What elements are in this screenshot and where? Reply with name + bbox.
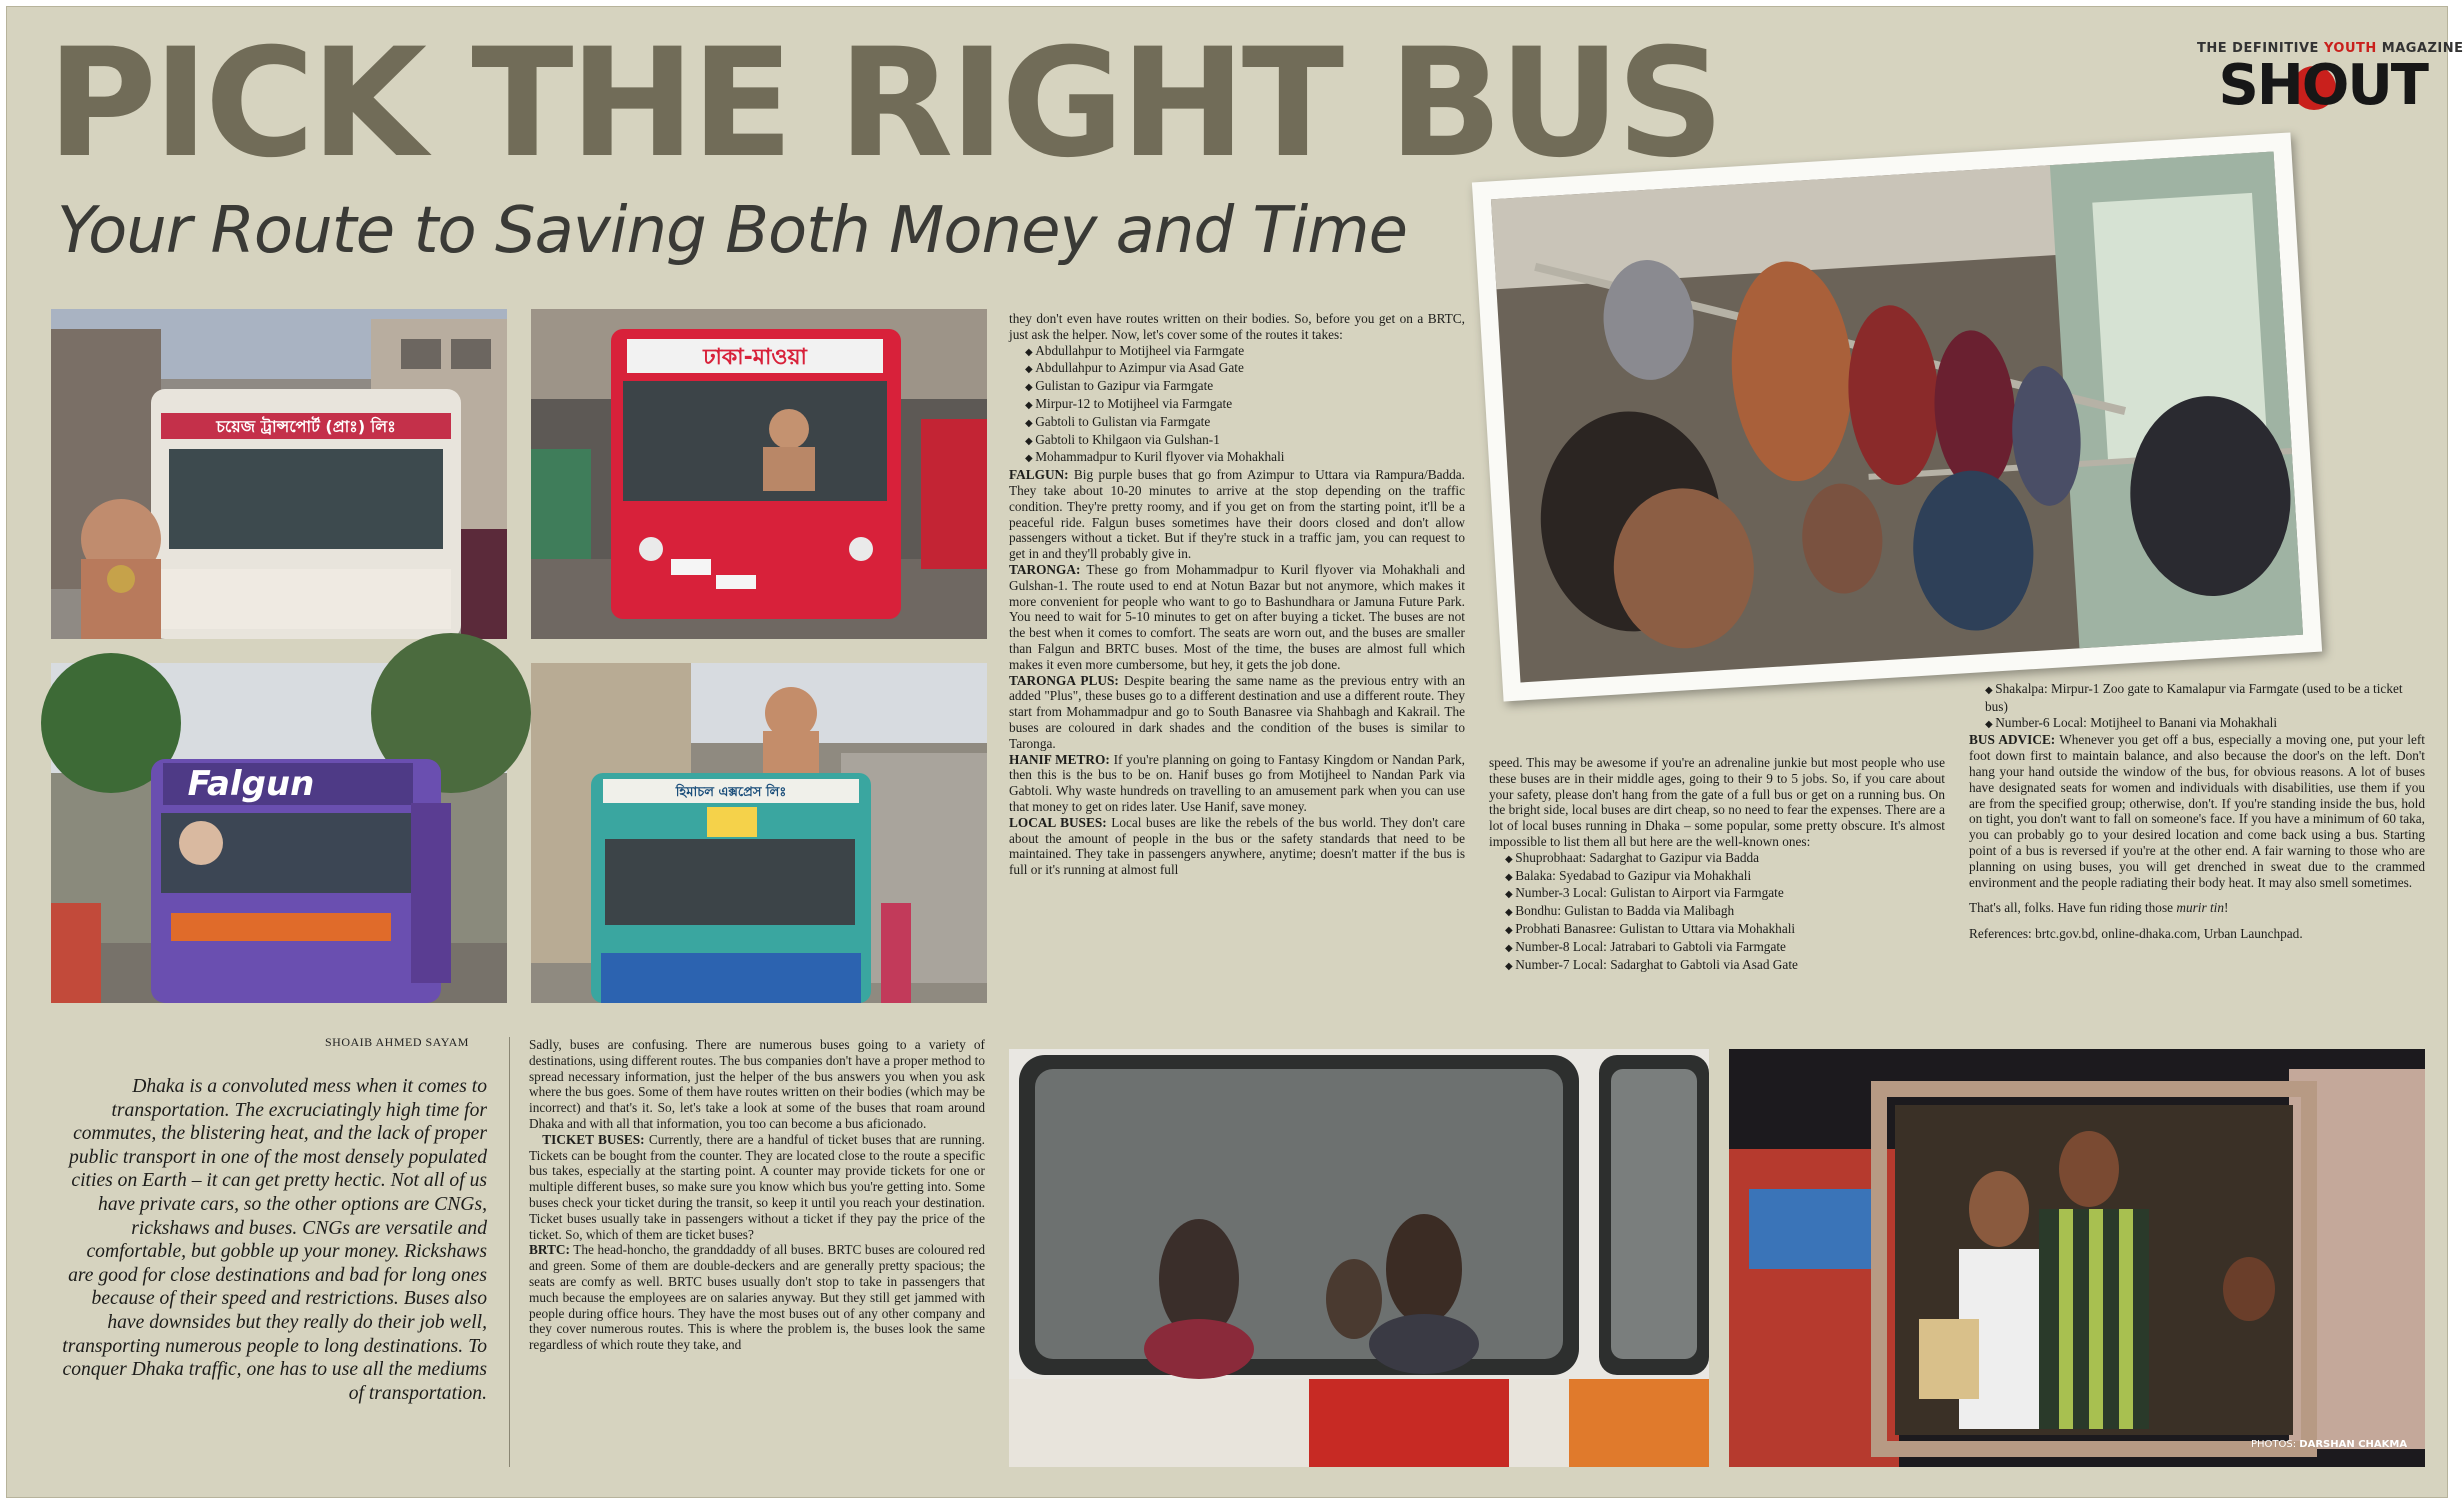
bus1-sign-text: চয়েজ ট্রান্সপোর্ট (প্রাঃ) লিঃ — [216, 417, 396, 436]
article-column-3 — [1489, 755, 1945, 974]
list-item: ◆ Shuprobhaat: Sadarghat to Gazipur via Badda — [1505, 850, 1945, 868]
list-item: ◆ Mohammadpur to Kuril flyover via Mohakhali — [1025, 449, 1465, 467]
paragraph-closing: That's all, folks. Have fun riding those murir tin! — [1969, 900, 2229, 916]
magazine-brand — [2197, 41, 2464, 118]
photo-red-bus — [531, 309, 987, 639]
photo-credit: PHOTOS: DARSHAN CHAKMA — [2251, 1439, 2408, 1450]
list-item: ◆ Gulistan to Gazipur via Farmgate — [1025, 378, 1465, 396]
brtc-route-list — [1009, 343, 1465, 468]
page-subtitle: Your Route to Saving Both Money and Time — [57, 194, 1407, 268]
paragraph-taronga: TARONGA: These go from Mohammadpur to Kuril flyover via Mohakhali and Gulshan-1. The route used to end at Notun Bazar but not anymore, which makes it more convenient for people who want to go to Bashundhara or Jamuna Future Park. You need to wait for 5-10 minutes to get on after buying a ticket. The buses are not the best when it comes to comfort. The seats are worn out, and the buses are smaller than Falgun and BRTC buses. Most of the time, the buses are almost full which makes it even more cumbersome, but hey, it gets the job done. — [1009, 561, 1465, 672]
article-column-1 — [529, 1037, 985, 1353]
list-item: ◆ Gabtoli to Gulistan via Farmgate — [1025, 414, 1465, 432]
intro-paragraph: Dhaka is a convoluted mess when it comes to transportation. The excruciatingly high time for commutes, the blistering heat, and the lack of proper public transport in one of the most densely populated cities on Earth – it can get pretty hectic. Not all of us have private cars, so the other options are CNGs, rickshaws and buses. CNGs are versatile and comfortable, but gobble up your money. Rickshaws are good for close destinations and bad for long ones because of their speed and restrictions. Buses also have downsides but they really do their job well, transporting numerous people to long destinations. To conquer Dhaka traffic, one has to use all the mediums of transportation. — [62, 1076, 487, 1404]
paragraph-local-buses: LOCAL BUSES: Local buses are like the rebels of the bus world. They don't care about the amount of people in the bus or the safety standards that need to be maintained. They take in passengers anywhere, anytime; doesn't matter if the bus is full or it's running at almost full — [1009, 814, 1465, 878]
list-item: ◆ Number-7 Local: Sadarghat to Gabtoli via Asad Gate — [1505, 957, 1945, 975]
list-item: ◆ Balaka: Syedabad to Gazipur via Mohakhali — [1505, 868, 1945, 886]
paragraph-brtc-cont: they don't even have routes written on their bodies. So, before you get on a BRTC, just ask the helper. Now, let's cover some of the routes it takes: — [1009, 311, 1465, 342]
photo-white-bus — [51, 309, 507, 639]
list-item: ◆ Gabtoli to Khilgaon via Gulshan-1 — [1025, 432, 1465, 450]
list-item: ◆ Number-6 Local: Motijheel to Banani via Mohakhali — [1985, 715, 2425, 733]
paragraph-ticket-buses: TICKET BUSES: Currently, there are a handful of ticket buses that are running. Tickets can be bought from the counter. They are located close to the route a specific bus takes, especially at the starting point. A counter may provide tickets for one or multiple different buses, so make sure you know which bus you're getting into. Some buses check your ticket during the transit, so keep it until you reach your destination. Ticket buses usually take in passengers without a ticket if they pay the price of the ticket. So, which of them are ticket buses? — [529, 1131, 985, 1242]
paragraph-hanif-metro: HANIF METRO: If you're planning on going to Fantasy Kingdom or Nandan Park, then this is the bus to be on. Hanif buses go from Motijheel to Nandan Park via Gabtoli. Why waste hundreds on travelling to an amusement park when you can use that money to get on rides later. Use Hanif, save money. — [1009, 751, 1466, 814]
photo-teal-bus — [531, 663, 987, 1003]
article-column-2 — [1009, 311, 1465, 878]
falgun-sign-text: Falgun — [187, 764, 315, 804]
photo-bus-interior-frame — [1472, 132, 2322, 701]
photo-falgun-bus — [51, 663, 507, 1003]
paragraph-falgun: FALGUN: Big purple buses that go from Azimpur to Uttara via Rampura/Badda. They take about 10-20 minutes to arrive at the stop depending on the traffic condition. They're pretty roomy, and if you get on from the starting point, it'll be a peaceful ride. Falgun buses sometimes have their doors closed and don't allow passengers without a ticket. But if they're stuck in a traffic jam, you can request to get in and they'll probably give in. — [1009, 467, 1465, 562]
magazine-page — [6, 6, 2464, 1498]
paragraph-bus-advice: BUS ADVICE: Whenever you get off a bus, especially a moving one, put your left foot down first to maintain balance, and also because the door's on the left. Don't hang your hand outside the window of the bus, for obvious reasons. A lot of buses have designated seats for women and individuals with disabilities, use them if you are from the specified group; otherwise, don't. If you're standing inside the bus, hold on tight, you don't want to fall on someone's face. If you have a minimum of 60 taka, you can probably go to your desired location and come back using a bus. Starting point of a bus is reversed if you're at the other end. A fair warning to those who are planning on using buses, you will get drenched in sweat due to the crammed environment and the people radiating their body heat. It may also smell sometimes. — [1969, 732, 2425, 890]
more-route-list — [1969, 681, 2425, 732]
bus3-sign-text: হিমাচল এক্সপ্রেস লিঃ — [675, 785, 787, 800]
page-title: PICK THE RIGHT BUS — [47, 17, 1721, 191]
brand-tagline: THE DEFINITIVE YOUTH MAGAZINE — [2197, 41, 2464, 56]
shout-logo: SHOUT — [2218, 53, 2427, 118]
references: References: brtc.gov.bd, online-dhaka.com, Urban Launchpad. — [1969, 926, 2303, 942]
column-divider — [509, 1037, 510, 1467]
paragraph-taronga-plus: TARONGA PLUS: Despite bearing the same name as the previous entry with an added "Plus", these buses go to a different destination and use a different route. They start from Mohammadpur and go to South Banasree via Shahbagh and Kakrail. The buses are coloured in dark shades and the condition of the buses is similar to Taronga. — [1009, 672, 1465, 751]
article-column-4 — [1969, 681, 2425, 942]
paragraph-local-buses-cont: speed. This may be awesome if you're an adrenaline junkie but most people who use these buses are in their middle ages, going to their 9 to 5 jobs. So, if you care about your safety, please don't hang from the gate of a full bus or get on a running bus. On the bright side, local buses are dirt cheap, so no need to fear the expenses. There are a lot of local buses running in Dhaka – some popular, some pretty obscure. It's almost impossible to list them all but here are the well-known ones: — [1489, 755, 1945, 849]
local-route-list — [1489, 850, 1945, 975]
photo-rainy-window — [1009, 1049, 1709, 1467]
list-item: ◆ Bondhu: Gulistan to Badda via Malibagh — [1505, 903, 1945, 921]
paragraph-intro: Sadly, buses are confusing. There are numerous buses going to a variety of destinations, using different routes. The bus companies don't have a proper method to spread necessary information, just the helper of the bus answers you when you ask where the bus goes. Some of them have routes written on their bodies (which may be incorrect) and that's it. So, let's take a look at some of the buses that roam around Dhaka and with all that information, you too can become a bus aficionado. — [529, 1037, 985, 1131]
list-item: ◆ Number-3 Local: Gulistan to Airport via Farmgate — [1505, 885, 1945, 903]
list-item: ◆ Abdullahpur to Azimpur via Asad Gate — [1025, 360, 1465, 378]
photo-men-at-window — [1729, 1049, 2425, 1467]
bus2-sign-text: ঢাকা-মাওয়া — [703, 345, 807, 370]
list-item: ◆ Mirpur-12 to Motijheel via Farmgate — [1025, 396, 1465, 414]
paragraph-brtc: BRTC: The head-honcho, the granddaddy of all buses. BRTC buses are coloured red and green. Some of them are double-deckers and are generally pretty spacious; the seats are comfy as well. BRTC buses usually don't stop to take in passengers that much because the employees are on salaries anyway. But they still get jammed with people during office hours. They have the most buses out of any other company and they cover numerous routes. This is where the problem is, the buses look the same regardless of which route they take, and — [529, 1242, 985, 1353]
author-byline: SHOAIB AHMED SAYAM — [325, 1035, 469, 1049]
list-item: ◆ Number-8 Local: Jatrabari to Gabtoli via Farmgate — [1505, 939, 1945, 957]
list-item: ◆ Abdullahpur to Motijheel via Farmgate — [1025, 343, 1465, 361]
list-item: ◆ Probhati Banasree: Gulistan to Uttara via Mohakhali — [1505, 921, 1945, 939]
list-item: ◆ Shakalpa: Mirpur-1 Zoo gate to Kamalapur via Farmgate (used to be a ticket bus) — [1985, 681, 2425, 715]
photo-bus-interior — [1491, 152, 2303, 683]
